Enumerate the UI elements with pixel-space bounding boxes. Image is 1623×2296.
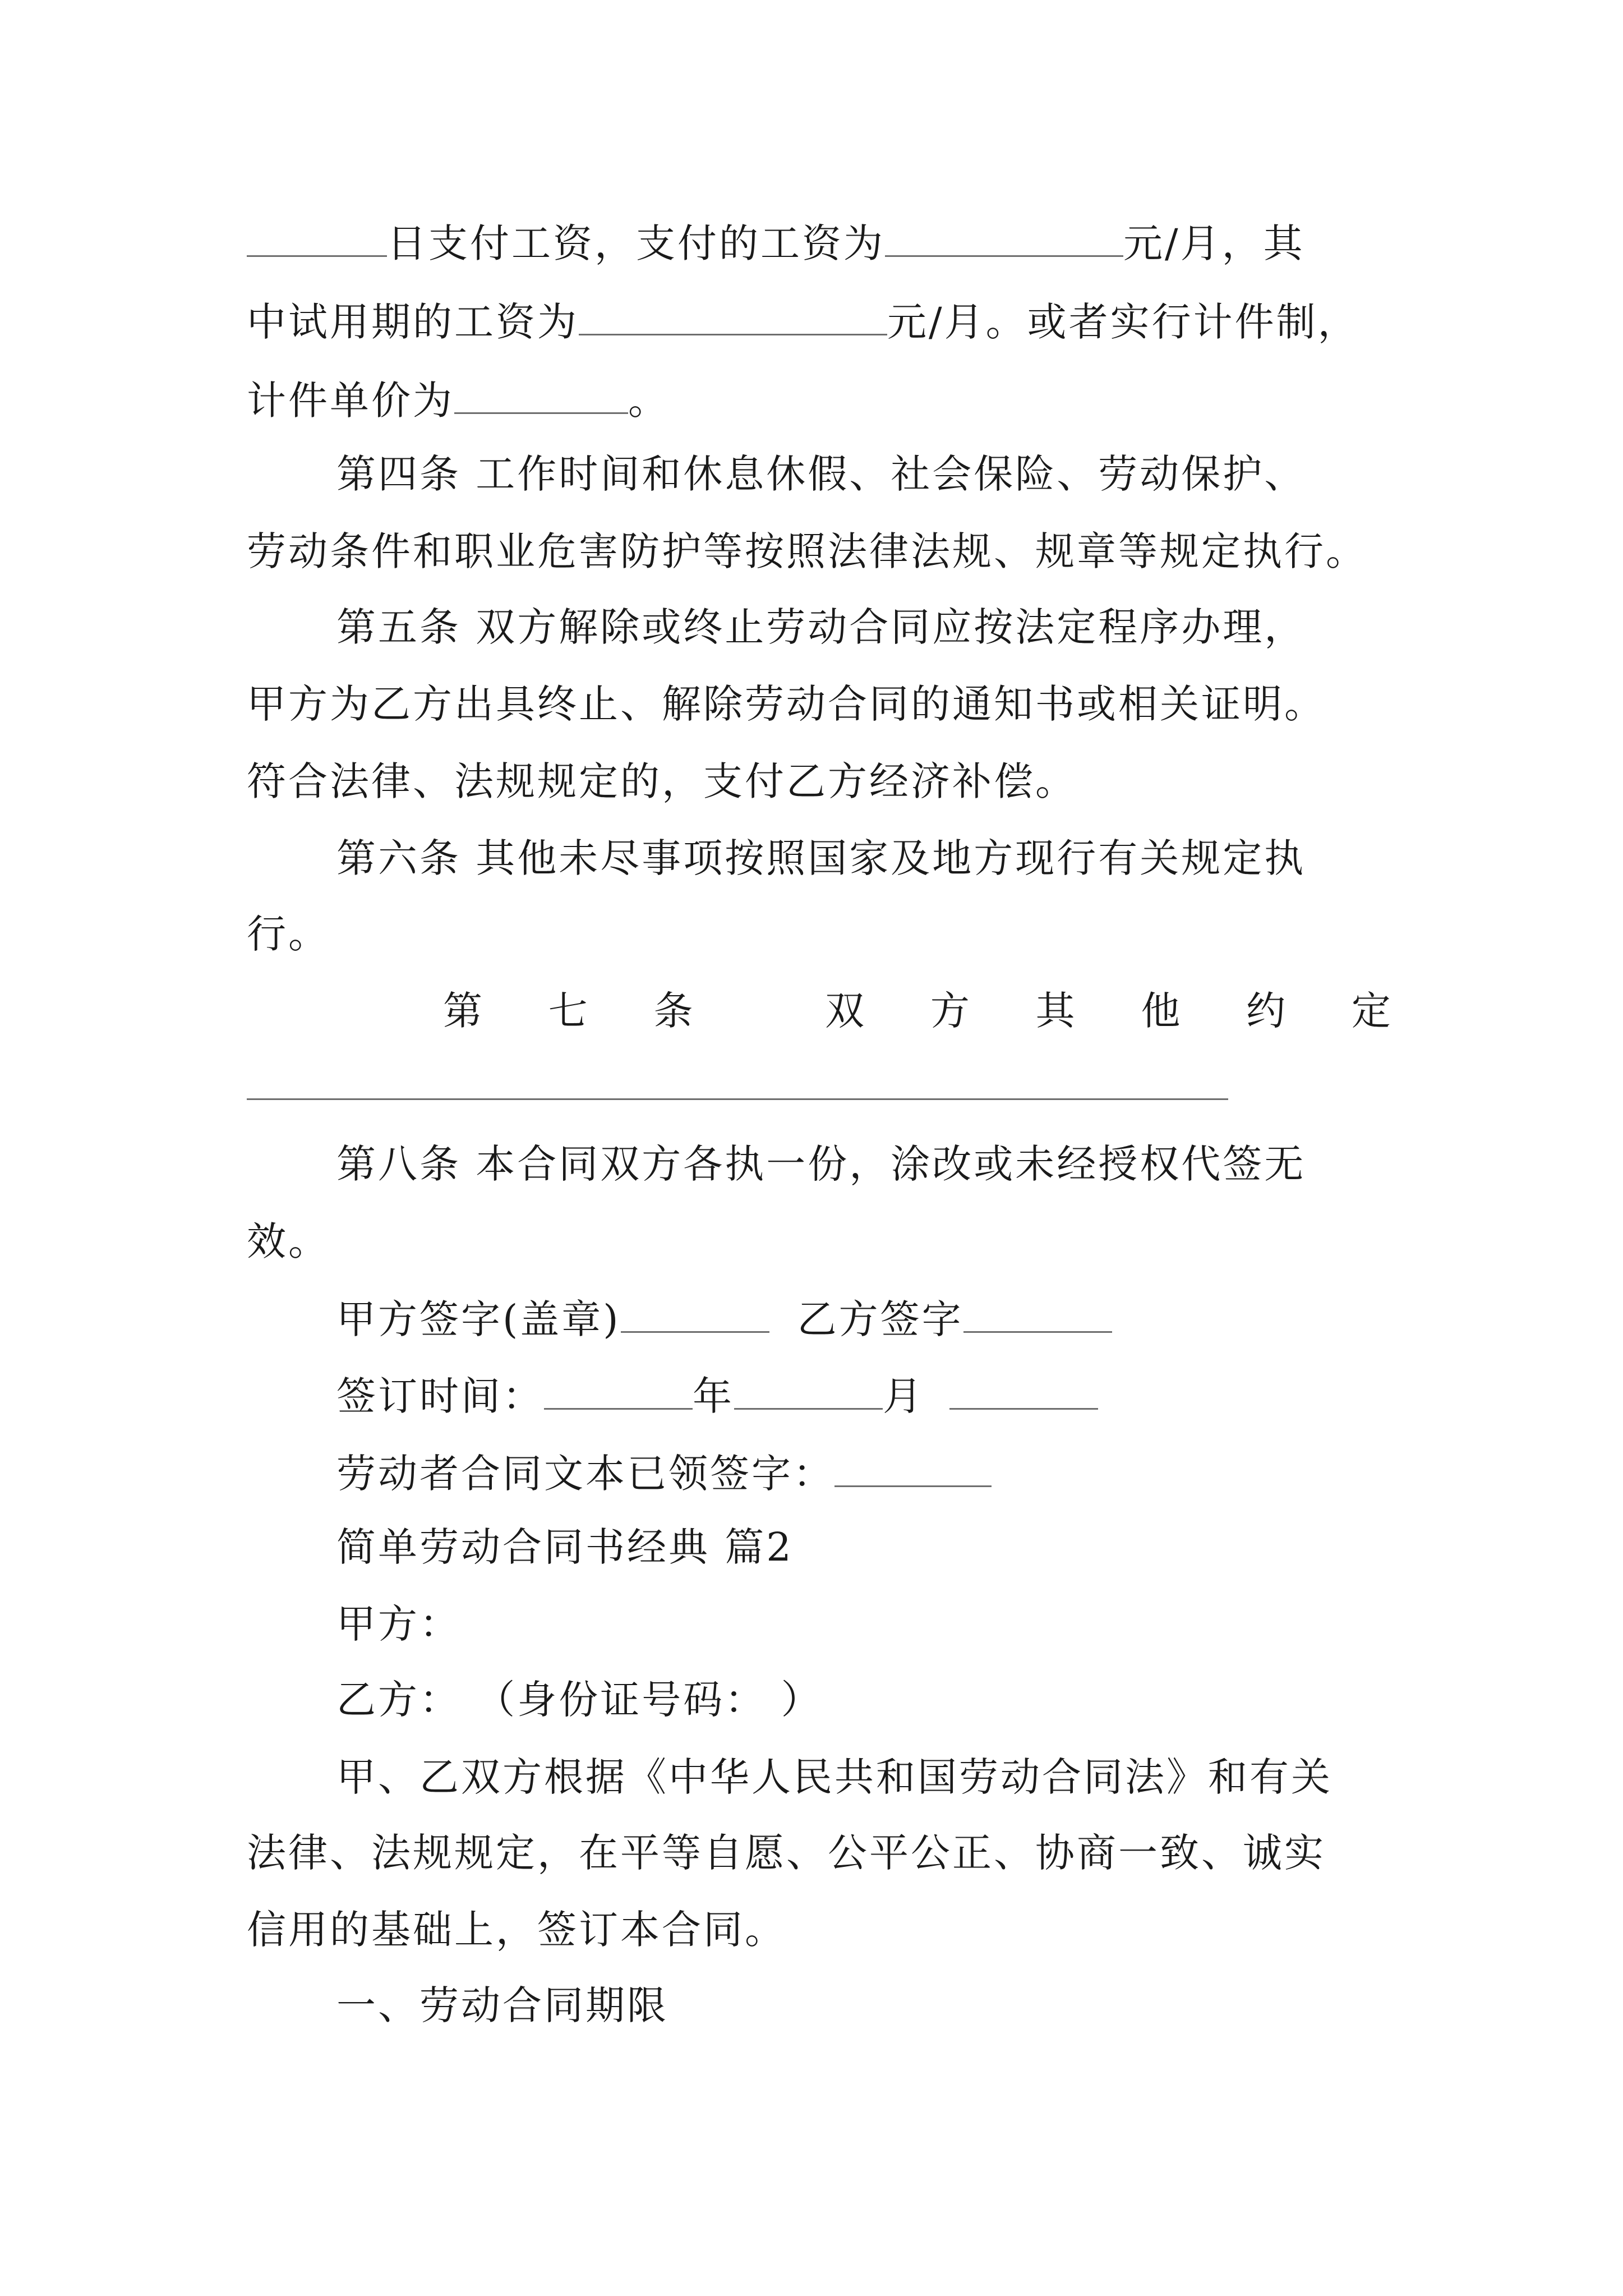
text-segment: 元/月，其 <box>1123 220 1305 266</box>
party-a-label: 甲方： <box>336 1601 461 1647</box>
article-7-blank-line <box>247 1098 1228 1100</box>
receipt-label: 劳动者合同文本已领签字： <box>336 1451 834 1497</box>
text-segment: 计件单价为 <box>247 378 454 424</box>
char: 第 <box>443 988 482 1034</box>
blank-field <box>834 1446 992 1487</box>
contract-term-heading: 一、劳动合同期限 <box>336 1982 668 2028</box>
wage-payment-line <box>247 216 1305 269</box>
preamble-line: 甲、乙双方根据《中华人民共和国劳动合同法》和有关 <box>336 1754 1332 1800</box>
blank-field <box>544 1369 693 1410</box>
char: 其 <box>1035 988 1075 1034</box>
signing-date-label: 签订时间： <box>336 1373 544 1419</box>
blank-field <box>579 295 887 335</box>
char: 他 <box>1141 988 1181 1034</box>
article-4-line: 第四条 工作时间和休息休假、社会保险、劳动保护、 <box>336 451 1306 497</box>
blank-field <box>963 1292 1112 1333</box>
article-5-continued: 甲方为乙方出具终止、解除劳动合同的通知书或相关证明。 <box>247 681 1326 727</box>
blank-field <box>454 373 628 414</box>
blank-field <box>621 1292 769 1333</box>
char: 双 <box>825 988 865 1034</box>
blank-field <box>885 216 1123 257</box>
preamble-continued: 信用的基础上，签订本合同。 <box>247 1907 786 1953</box>
char: 约 <box>1246 988 1286 1034</box>
article-6-line: 第六条 其他未尽事项按照国家及地方现行有关规定执 <box>336 835 1306 881</box>
article-6-continued: 行。 <box>247 911 330 957</box>
blank-field <box>247 216 387 257</box>
receipt-line <box>336 1446 992 1499</box>
piece-rate-line <box>247 373 670 426</box>
year-label: 年 <box>693 1373 734 1419</box>
article-8-continued: 效。 <box>247 1218 330 1264</box>
article-8-line: 第八条 本合同双方各执一份，涂改或未经授权代签无 <box>336 1141 1306 1187</box>
text-segment: 日支付工资，支付的工资为 <box>387 220 885 266</box>
month-label: 月 <box>883 1373 924 1419</box>
probation-wage-line <box>247 295 1359 347</box>
article-4-continued: 劳动条件和职业危害防护等按照法律法规、规章等规定执行。 <box>247 528 1367 574</box>
blank-field <box>949 1369 1098 1410</box>
text-segment: 。 <box>628 378 670 424</box>
section-title: 简单劳动合同书经典 篇2 <box>336 1524 794 1570</box>
article-5-continued: 符合法律、法规规定的，支付乙方经济补偿。 <box>247 758 1077 804</box>
char: 定 <box>1351 988 1391 1034</box>
char: 方 <box>930 988 970 1034</box>
char: 七 <box>548 988 588 1034</box>
party-a-signature-label: 甲方签字(盖章) <box>336 1296 621 1342</box>
text-segment: 元/月。或者实行计件制， <box>887 299 1359 345</box>
preamble-continued: 法律、法规规定，在平等自愿、公平公正、协商一致、诚实 <box>247 1830 1326 1876</box>
signature-line <box>336 1292 1112 1345</box>
article-7-line <box>443 986 1391 1036</box>
party-b-label: 乙方： （身份证号码： ） <box>336 1677 823 1723</box>
article-5-line: 第五条 双方解除或终止劳动合同应按法定程序办理， <box>336 604 1306 650</box>
signing-date-line <box>336 1369 1098 1421</box>
char: 条 <box>653 988 693 1034</box>
blank-field <box>734 1369 883 1410</box>
party-b-signature-label: 乙方签字 <box>797 1296 963 1342</box>
text-segment: 中试用期的工资为 <box>247 299 579 345</box>
